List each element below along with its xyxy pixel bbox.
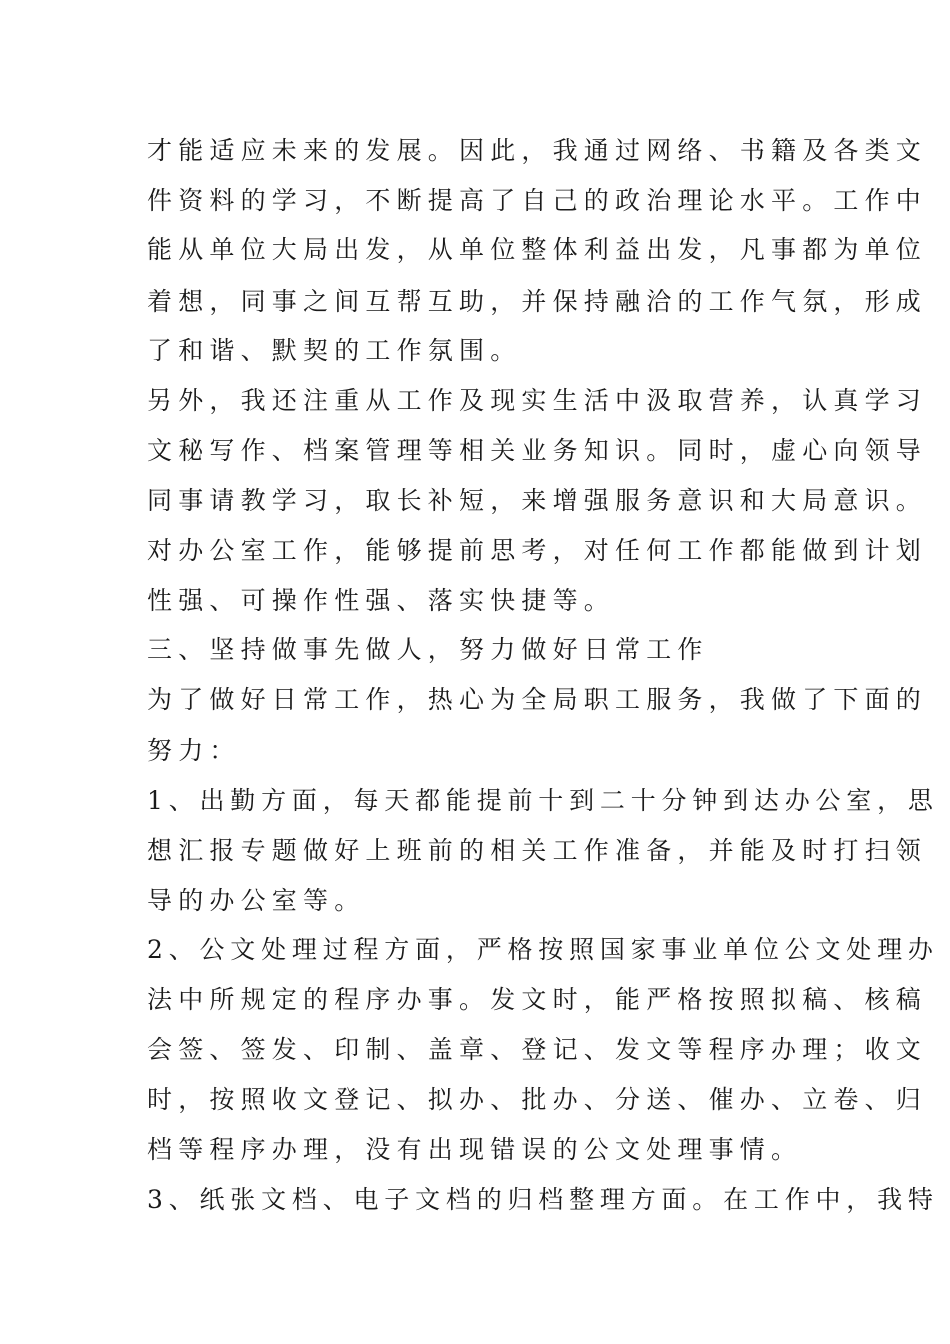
text-line: 档等程序办理，没有出现错误的公文处理事情。 — [147, 1135, 803, 1164]
section-heading: 三、坚持做事先做人，努力做好日常工作 — [147, 635, 709, 664]
text-line: 2、公文处理过程方面，严格按照国家事业单位公文处理办 — [147, 935, 939, 964]
text-line: 件资料的学习，不断提高了自己的政治理论水平。工作中 — [147, 186, 928, 215]
text-line: 时，按照收文登记、拟办、批办、分送、催办、立卷、归 — [147, 1085, 928, 1114]
text-line: 3、纸张文档、电子文档的归档整理方面。在工作中，我特 — [147, 1185, 939, 1214]
text-line: 另外，我还注重从工作及现实生活中汲取营养，认真学习 — [147, 386, 928, 415]
text-line: 会签、签发、印制、盖章、登记、发文等程序办理；收文 — [147, 1035, 928, 1064]
text-line: 能从单位大局出发，从单位整体利益出发，凡事都为单位 — [147, 235, 928, 264]
text-line: 法中所规定的程序办事。发文时，能严格按照拟稿、核稿 — [147, 985, 928, 1014]
text-line: 了和谐、默契的工作氛围。 — [147, 336, 522, 365]
text-line: 才能适应未来的发展。因此，我通过网络、书籍及各类文 — [147, 136, 928, 165]
text-line: 导的办公室等。 — [147, 886, 366, 915]
text-line: 性强、可操作性强、落实快捷等。 — [147, 586, 616, 615]
text-line: 为了做好日常工作，热心为全局职工服务，我做了下面的 — [147, 685, 928, 714]
text-line: 1、出勤方面，每天都能提前十到二十分钟到达办公室，思 — [147, 786, 939, 815]
text-line: 努力： — [147, 736, 241, 765]
text-line: 文秘写作、档案管理等相关业务知识。同时，虚心向领导 — [147, 436, 928, 465]
text-line: 想汇报专题做好上班前的相关工作准备，并能及时打扫领 — [147, 836, 928, 865]
text-line: 着想，同事之间互帮互助，并保持融洽的工作气氛，形成 — [147, 287, 928, 316]
text-line: 对办公室工作，能够提前思考，对任何工作都能做到计划 — [147, 536, 928, 565]
text-line: 同事请教学习，取长补短，来增强服务意识和大局意识。 — [147, 486, 928, 515]
